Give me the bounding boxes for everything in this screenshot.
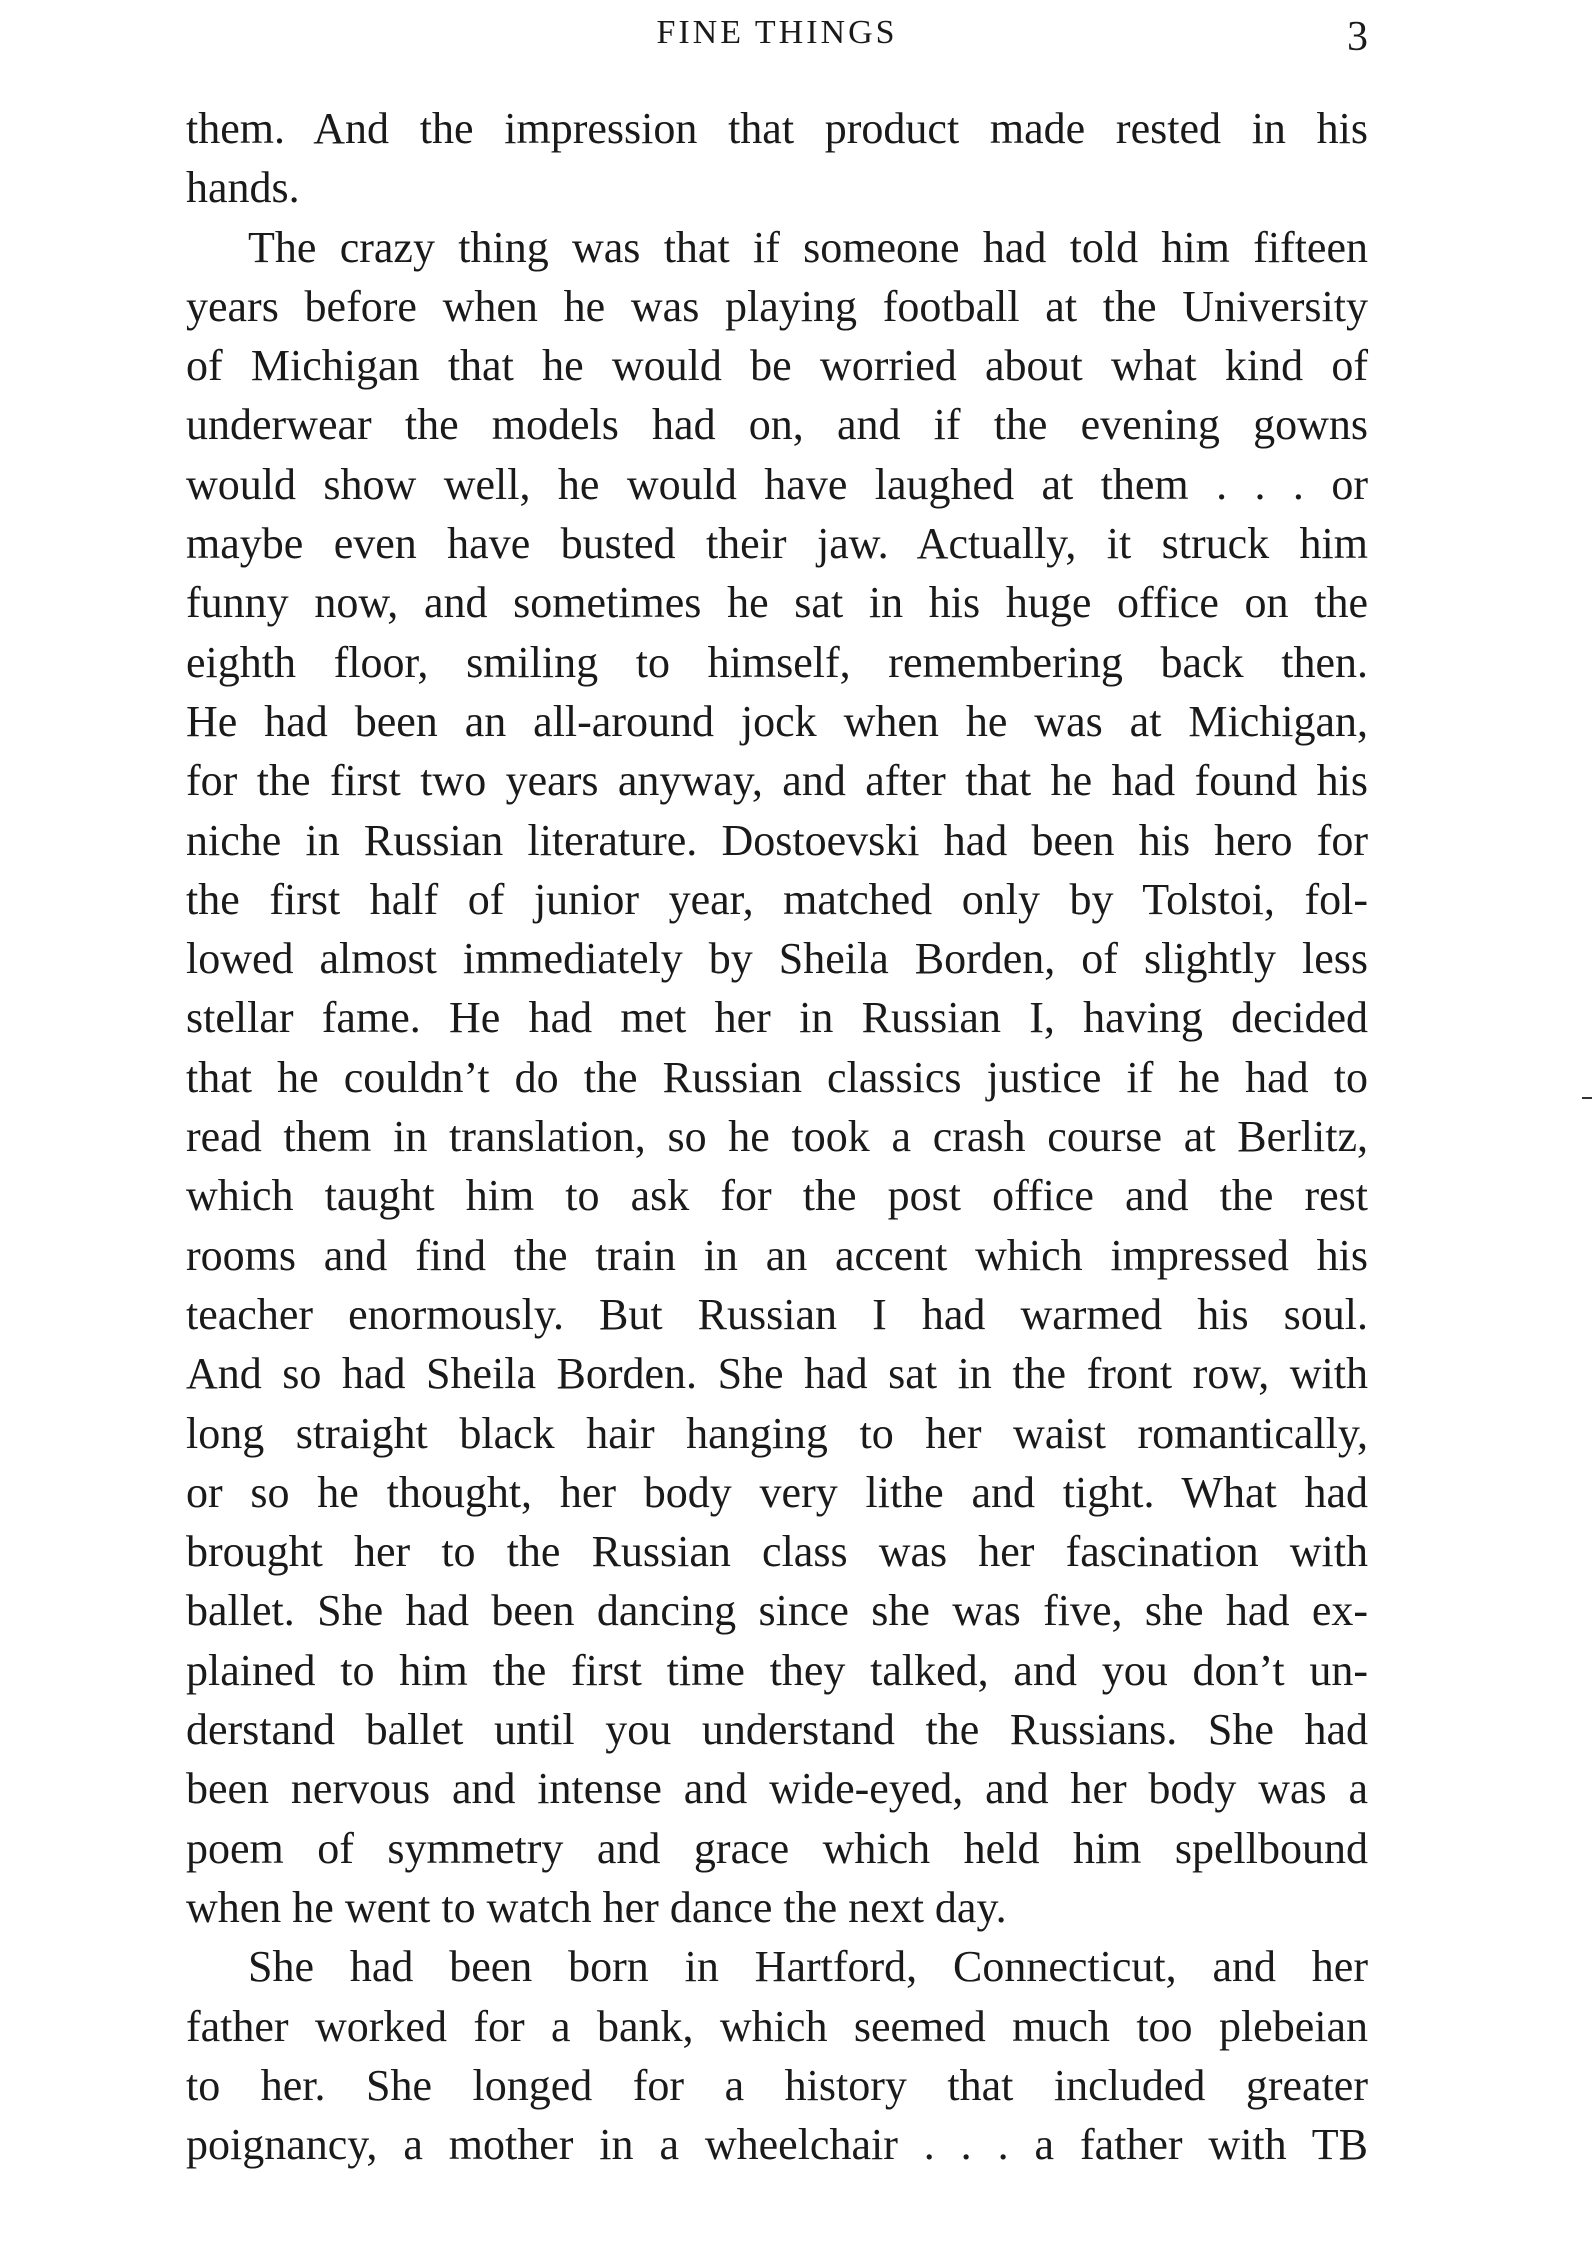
paragraph [186,1937,1368,2174]
text-line: poignancy, a mother in a wheelchair . . . a father with TB [186,2120,1368,2170]
page-number: 3 [1347,14,1368,60]
text-line: to her. She longed for a history that included greater [186,2060,1368,2110]
text-line: stellar fame. He had met her in Russian I, having decided [186,993,1368,1043]
text-line: them. And the impression that product made rested in his [186,104,1368,153]
text-line: rooms and find the train in an accent which impressed his [186,1230,1368,1280]
text-line: the first half of junior year, matched only by Tolstoi, fol- [186,874,1368,924]
text-line: which taught him to ask for the post office and the rest [186,1171,1368,1221]
text-line: for the first two years anyway, and after that he had found his [186,756,1368,806]
text-line: teacher enormously. But Russian I had warmed his soul. [186,1289,1368,1339]
text-line: of Michigan that he would be worried about what kind of [186,341,1368,391]
text-line: The crazy thing was that if someone had told him fifteen [248,222,1368,272]
text-line: would show well, he would have laughed at them . . . or [186,459,1368,509]
text-line: hands. [186,163,300,213]
running-title: FINE THINGS [656,14,898,51]
text-line: And so had Sheila Borden. She had sat in the front row, with [186,1349,1368,1399]
text-line: or so he thought, her body very lithe and tight. What had [186,1467,1368,1517]
text-line: derstand ballet until you understand the Russians. She had [186,1705,1368,1755]
text-line: He had been an all-around jock when he was at Michigan, [186,696,1368,746]
text-line: been nervous and intense and wide-eyed, and her body was a [186,1764,1368,1814]
text-line: poem of symmetry and grace which held him spellbound [186,1823,1368,1873]
text-line: years before when he was playing football at the University [186,281,1368,331]
paragraph [186,99,1368,218]
text-line: funny now, and sometimes he sat in his huge office on the [186,578,1368,628]
text-line: that he couldn’t do the Russian classics justice if he had to [186,1052,1368,1102]
text-line: underwear the models had on, and if the evening gowns [186,400,1368,450]
text-line: father worked for a bank, which seemed much too plebeian [186,2001,1368,2051]
text-line: brought her to the Russian class was her fascination with [186,1527,1368,1577]
text-line: eighth floor, smiling to himself, remembering back then. [186,637,1368,687]
paragraph [186,218,1368,1938]
text-line: niche in Russian literature. Dostoevski had been his hero for [186,815,1368,865]
text-line: She had been born in Hartford, Connecticut, and her [248,1942,1368,1992]
text-line: long straight black hair hanging to her waist romantically, [186,1408,1368,1458]
text-line: maybe even have busted their jaw. Actually, it struck him [186,519,1368,569]
text-line: lowed almost immediately by Sheila Borden, of slightly less [186,934,1368,984]
text-line: read them in translation, so he took a crash course at Berlitz, [186,1112,1368,1162]
text-line: when he went to watch her dance the next day. [186,1882,1007,1932]
text-line: plained to him the first time they talked, and you don’t un- [186,1645,1368,1695]
text-line: ballet. She had been dancing since she was five, she had ex- [186,1586,1368,1636]
margin-mark [1582,1097,1592,1099]
body-text [186,99,1368,2174]
running-head [186,8,1368,68]
